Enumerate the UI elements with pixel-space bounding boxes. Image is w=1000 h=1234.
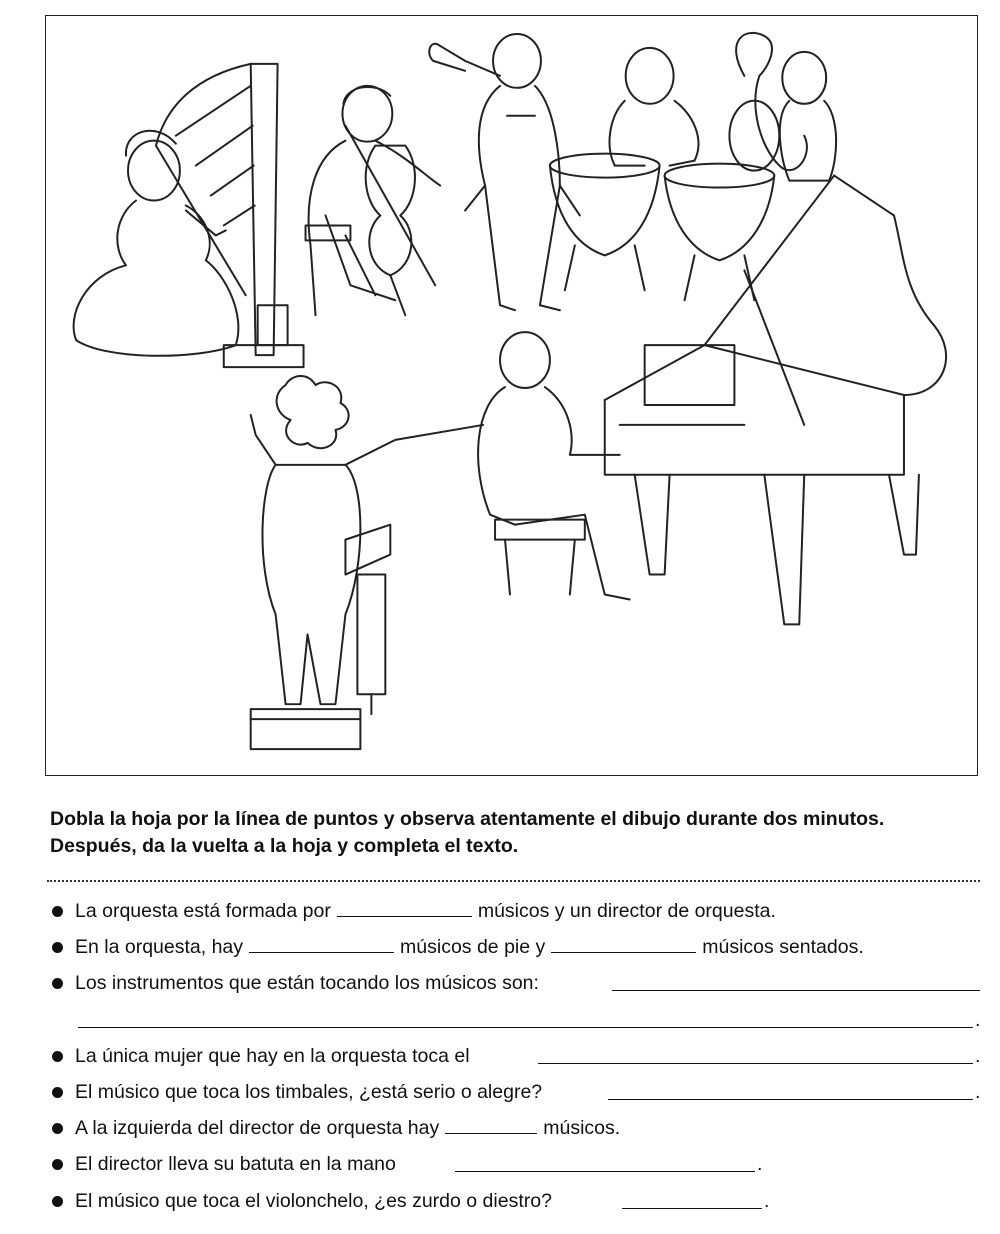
cellist-figure [306,86,441,315]
question-8-text: El músico que toca el violonchelo, ¿es zurdo o diestro? [75,1189,552,1212]
question-4-text: La única mujer que hay en la orquesta toca el [75,1044,470,1067]
question-4-end: . [975,1044,981,1067]
music-stand-drawing [345,525,390,715]
harp-drawing [156,64,304,367]
question-1-text: La orquesta está formada por [75,900,331,922]
answer-blank-8[interactable] [622,1208,762,1209]
question-2-text-mid: músicos de pie y [400,936,546,959]
bullet [52,1196,63,1207]
bullet [52,906,63,917]
orchestra-illustration [46,16,977,775]
question-6-text: A la izquierda del director de orquesta hay [75,1117,440,1140]
bullet [52,978,63,989]
bullet [52,1087,63,1098]
question-6 [50,1110,985,1146]
question-8-end: . [764,1189,770,1212]
question-3-text: Los instrumentos que están tocando los músicos son: [75,972,539,995]
pianist-figure [478,332,630,599]
illustration-frame [45,15,978,776]
conductor-figure [251,376,483,749]
timpani-drawing [550,154,774,301]
question-3-continued [50,1002,985,1038]
question-2-text: En la orquesta, hay [75,936,244,959]
question-3 [50,965,985,1001]
instructions-line-1: Dobla la hoja por la línea de puntos y observa atentamente el dibujo durante dos minutos. [50,808,885,830]
tuba-player-figure [729,33,836,181]
bullet [52,1051,63,1062]
fold-dotted-line [47,880,980,882]
question-2-text-end: músicos sentados. [702,936,864,959]
answer-blank-5[interactable] [608,1099,973,1100]
question-1-text-end: músicos y un director de orquesta. [477,900,776,922]
instructions [50,806,985,860]
answer-blank-2a[interactable] [249,932,394,953]
question-5-end: . [975,1080,981,1103]
question-1 [50,893,985,929]
timpanist-figure [610,48,699,166]
grand-piano-drawing [605,176,946,625]
answer-blank-6[interactable] [445,1113,537,1134]
answer-blank-1[interactable] [337,896,472,917]
question-5-text: El músico que toca los timbales, ¿está serio o alegre? [75,1080,543,1103]
instructions-line-2: Después, da la vuelta a la hoja y completa el texto. [50,835,519,857]
answer-blank-4[interactable] [538,1063,973,1064]
question-6-text-end: músicos. [543,1117,621,1140]
answer-blank-2b[interactable] [551,932,696,953]
question-2 [50,929,985,965]
question-5 [50,1074,985,1110]
question-3-end: . [975,1008,981,1031]
question-list [50,893,985,1219]
bullet [52,942,63,953]
answer-blank-3b[interactable] [78,1027,973,1028]
question-4 [50,1038,985,1074]
bullet [52,1123,63,1134]
answer-blank-3a[interactable] [612,990,980,991]
answer-blank-7[interactable] [455,1171,755,1172]
question-7 [50,1146,985,1182]
question-8 [50,1183,985,1219]
question-7-text: El director lleva su batuta en la mano [75,1153,396,1176]
question-7-end: . [757,1153,763,1176]
bullet [52,1159,63,1170]
